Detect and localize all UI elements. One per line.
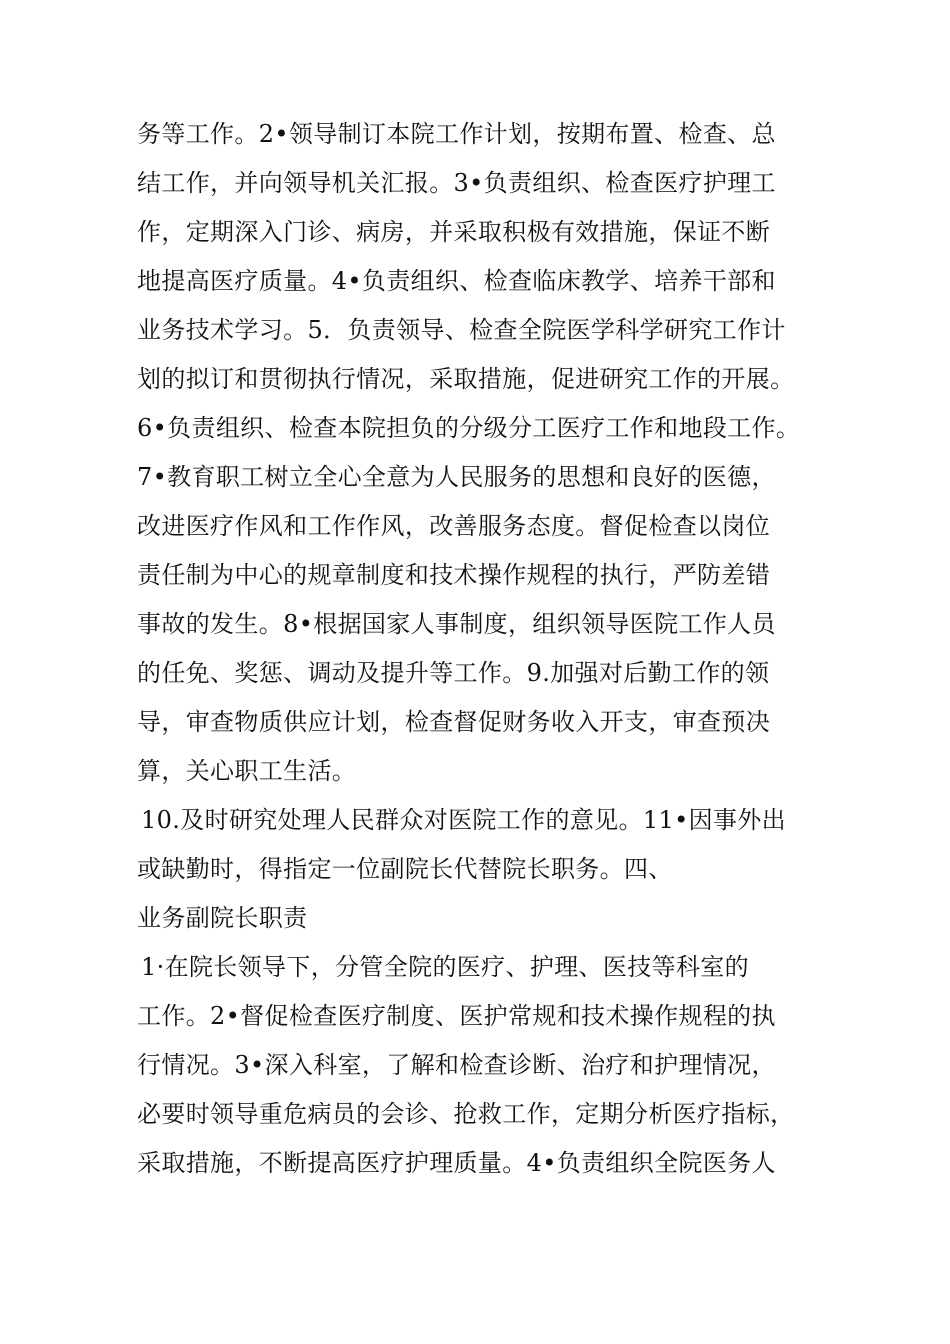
text-line: 事故的发生。8•根据国家人事制度，组织领导医院工作人员: [137, 610, 776, 638]
text-line: 导，审查物质供应计划，检查督促财务收入开支，审查预决: [137, 708, 771, 736]
text-line: 工作。2•督促检查医疗制度、医护常规和技术操作规程的执: [137, 1002, 776, 1030]
text-line: 10.及时研究处理人民群众对医院工作的意见。11•因事外出: [141, 806, 787, 834]
text-line: 划的拟订和贯彻执行情况，采取措施，促进研究工作的开展。: [137, 365, 795, 393]
text-line: 采取措施，不断提高医疗护理质量。4•负责组织全院医务人: [137, 1149, 776, 1177]
text-line: 行情况。3•深入科室，了解和检查诊断、治疗和护理情况，: [137, 1051, 776, 1079]
text-line: 6•负责组织、检查本院担负的分级分工医疗工作和地段工作。: [137, 414, 801, 442]
text-line: 务等工作。2•领导制订本院工作计划，按期布置、检查、总: [137, 120, 776, 148]
text-line: 地提高医疗质量。4•负责组织、检查临床教学、培养干部和: [137, 267, 776, 295]
text-line: 结工作，并向领导机关汇报。3•负责组织、检查医疗护理工: [137, 169, 776, 197]
text-line: 业务技术学习。5．负责领导、检查全院医学科学研究工作计: [137, 316, 786, 344]
text-line: 算，关心职工生活。: [137, 757, 357, 785]
text-line: 必要时领导重危病员的会诊、抢救工作，定期分析医疗指标，: [137, 1100, 795, 1128]
text-line: 改进医疗作风和工作作风，改善服务态度。督促检查以岗位: [137, 512, 771, 540]
text-line: 1·在院长领导下，分管全院的医疗、护理、医技等科室的: [141, 953, 749, 981]
text-line: 或缺勤时，得指定一位副院长代替院长职务。四、: [137, 855, 673, 883]
text-line: 作，定期深入门诊、病房，并采取积极有效措施，保证不断: [137, 218, 771, 246]
text-line: 责任制为中心的规章制度和技术操作规程的执行，严防差错: [137, 561, 771, 589]
section-heading: 业务副院长职责: [137, 904, 308, 932]
body-text: [137, 110, 817, 1188]
text-line: 7•教育职工树立全心全意为人民服务的思想和良好的医德，: [137, 463, 776, 491]
text-line: 的任免、奖惩、调动及提升等工作。9.加强对后勤工作的领: [137, 659, 770, 687]
